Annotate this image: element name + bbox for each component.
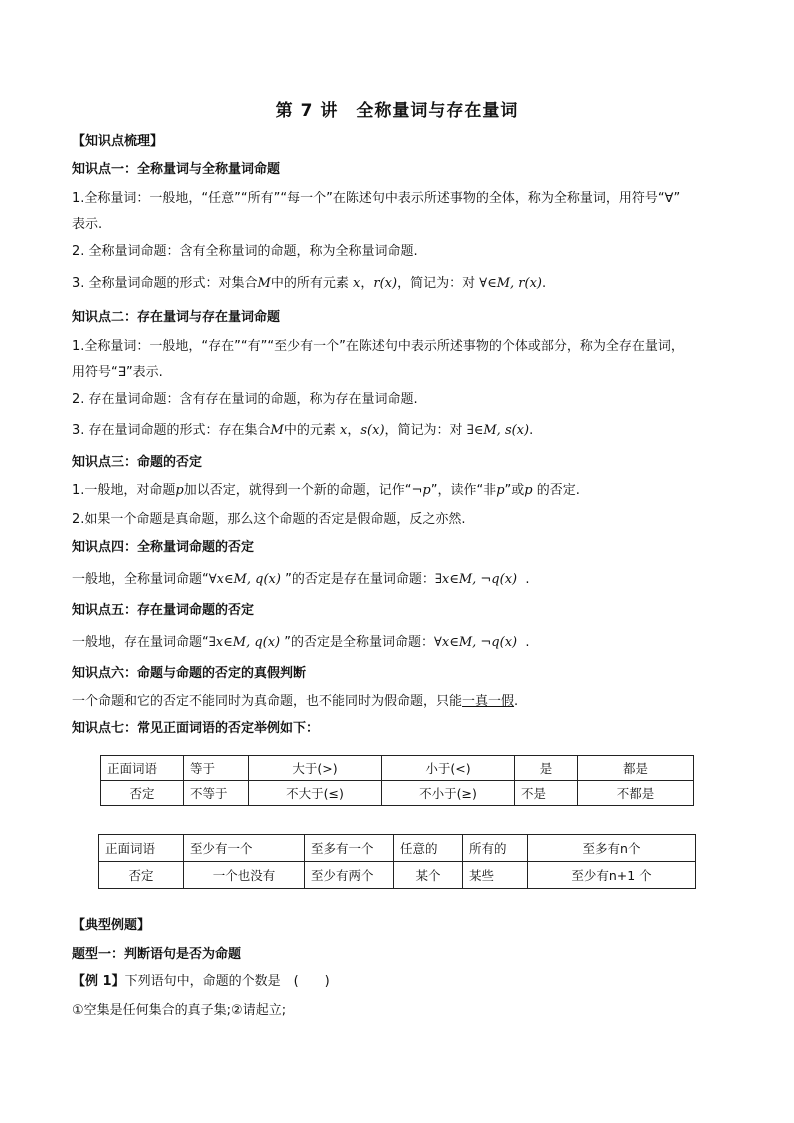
- k4-para: [72, 569, 732, 591]
- table-cell: 至少有一个: [184, 835, 305, 862]
- k4-text-b: ”的否定是存在量词命题：: [285, 572, 435, 587]
- k1-p3-end: .: [541, 276, 547, 291]
- k2-p3-var: x: [340, 423, 348, 438]
- section-heading-knowledge: 【知识点梳理】: [72, 134, 164, 149]
- question-type-1: 题型一：判断语句是否为命题: [72, 947, 242, 962]
- table-cell: 某个: [394, 862, 463, 889]
- k1-para1-line1: 1.全称量词：一般地，“任意”“所有”“每一个”在陈述句中表示所述事物的全体，称为全称量词，用符号“∀”: [72, 191, 681, 206]
- table-cell: 一个也没有: [184, 862, 305, 889]
- k6-heading: 知识点六：命题与命题的否定的真假判断: [72, 666, 307, 681]
- table-cell: 大于(>): [249, 756, 382, 781]
- negation-table-2: [98, 834, 696, 889]
- table-cell: 所有的: [463, 835, 528, 862]
- table-cell: 任意的: [394, 835, 463, 862]
- example-1-tag: 【例 1】: [72, 974, 125, 989]
- table-row: [99, 835, 696, 862]
- table-cell: 不大于(≤): [249, 781, 382, 806]
- table-cell: 等于: [184, 756, 249, 781]
- k5-para: [72, 632, 732, 654]
- example-1: [72, 971, 732, 993]
- k1-p3-text-d: ，简记为：对: [397, 276, 476, 291]
- k3-heading: 知识点三：命题的否定: [72, 455, 203, 470]
- table-cell: 不都是: [578, 781, 694, 806]
- table-cell: 不是: [515, 781, 578, 806]
- k7-heading: 知识点七：常见正面词语的否定举例如下：: [72, 721, 320, 736]
- k2-p3-text-d: ，简记为：对: [384, 423, 463, 438]
- k4-formula-1: ∀x∈M, q(x): [208, 572, 281, 587]
- k6-end: .: [514, 694, 519, 709]
- table-cell: 不小于(≥): [382, 781, 515, 806]
- table-cell: 否定: [99, 862, 184, 889]
- table-cell: 否定: [101, 781, 184, 806]
- k5-text-b: ”的否定是全称量词命题：: [284, 635, 435, 650]
- k2-p3-func: s(x): [360, 423, 385, 438]
- table-cell: 正面词语: [99, 835, 184, 862]
- k3-para2: 2.如果一个命题是真命题，那么这个命题的否定是假命题，反之亦然.: [72, 512, 466, 527]
- table-cell: 至多有一个: [305, 835, 394, 862]
- k3-p1-notp: ¬p: [411, 483, 431, 498]
- k4-formula-2: ∃x∈M, ¬q(x): [434, 572, 518, 587]
- k1-para2: 2. 全称量词命题：含有全称量词的命题，称为全称量词命题.: [72, 244, 418, 259]
- table-cell: 都是: [578, 756, 694, 781]
- table-cell: 至少有两个: [305, 862, 394, 889]
- k4-end: .: [525, 572, 530, 587]
- k4-heading: 知识点四：全称量词命题的否定: [72, 540, 255, 555]
- k1-para3: [72, 273, 732, 295]
- k1-p3-text-b: 中的所有元素: [270, 276, 349, 291]
- k1-p3-text-a: 3. 全称量词命题的形式：对集合: [72, 276, 258, 291]
- table-cell: 不等于: [184, 781, 249, 806]
- k3-p1-p: p: [175, 483, 184, 498]
- page-title: 第 7 讲 全称量词与存在量词: [275, 101, 519, 121]
- table-row: [101, 756, 694, 781]
- k2-para1-line1: 1.全称量词：一般地，“存在”“有”“至少有一个”在陈述句中表示所述事物的个体或部分，称为全存在量词，: [72, 339, 684, 354]
- k1-p3-var: x: [353, 276, 361, 291]
- table-cell: 至多有n个: [528, 835, 696, 862]
- table-row: [101, 781, 694, 806]
- k5-end: .: [525, 635, 530, 650]
- k3-p1-text-b: 加以否定，就得到一个新的命题，记作“: [183, 483, 412, 498]
- k1-para1-line2: 表示.: [72, 217, 103, 232]
- k5-heading: 知识点五：存在量词命题的否定: [72, 603, 255, 618]
- table-cell: 至少有n+1 个: [528, 862, 696, 889]
- table-cell: 小于(<): [382, 756, 515, 781]
- table-row: [99, 862, 696, 889]
- k2-p3-text-b: 中的元素: [283, 423, 336, 438]
- table-cell: 正面词语: [101, 756, 184, 781]
- k3-para1: [72, 480, 732, 502]
- k6-para: [72, 691, 732, 713]
- k1-p3-set: M: [257, 276, 271, 291]
- k3-p1-text-e: 的否定.: [536, 483, 580, 498]
- k3-p1-text-c: ”，读作“非: [430, 483, 497, 498]
- k6-underlined: 一真一假: [462, 694, 515, 709]
- k1-p3-func: r(x): [373, 276, 398, 291]
- k2-p3-end: .: [529, 423, 534, 438]
- k1-p3-formula: ∀∈M, r(x): [479, 276, 542, 291]
- section-heading-examples: 【典型例题】: [72, 918, 151, 933]
- k4-text-a: 一般地，全称量词命题“: [72, 572, 209, 587]
- k5-text-a: 一般地，存在量词命题“: [72, 635, 209, 650]
- k3-p1-text-d: ”或: [504, 483, 525, 498]
- k2-p3-text-c: ，: [347, 423, 361, 438]
- k2-p3-set: M: [270, 423, 284, 438]
- k2-p3-formula: ∃∈M, s(x): [466, 423, 530, 438]
- table-cell: 某些: [463, 862, 528, 889]
- k2-para1-line2: 用符号“∃”表示.: [72, 365, 163, 380]
- k6-text-a: 一个命题和它的否定不能同时为真命题，也不能同时为假命题，只能: [72, 694, 463, 709]
- k1-p3-text-c: ，: [360, 276, 374, 291]
- negation-table-1: [100, 755, 694, 806]
- k2-heading: 知识点二：存在量词与存在量词命题: [72, 310, 281, 325]
- k5-formula-1: ∃x∈M, q(x): [208, 635, 281, 650]
- k1-heading: 知识点一：全称量词与全称量词命题: [72, 162, 281, 177]
- example-1-text: 下列语句中，命题的个数是 ( ): [124, 974, 330, 989]
- k3-p1-text-a: 1.一般地，对命题: [72, 483, 176, 498]
- example-1-items: ①空集是任何集合的真子集;②请起立;: [72, 1003, 287, 1018]
- k5-formula-2: ∀x∈M, ¬q(x): [434, 635, 518, 650]
- k3-p1-p2: p: [496, 483, 505, 498]
- k2-p3-text-a: 3. 存在量词命题的形式：存在集合: [72, 423, 271, 438]
- table-cell: 是: [515, 756, 578, 781]
- k2-para2: 2. 存在量词命题：含有存在量词的命题，称为存在量词命题.: [72, 392, 418, 407]
- k2-para3: [72, 420, 732, 442]
- k3-p1-p3: p: [524, 483, 533, 498]
